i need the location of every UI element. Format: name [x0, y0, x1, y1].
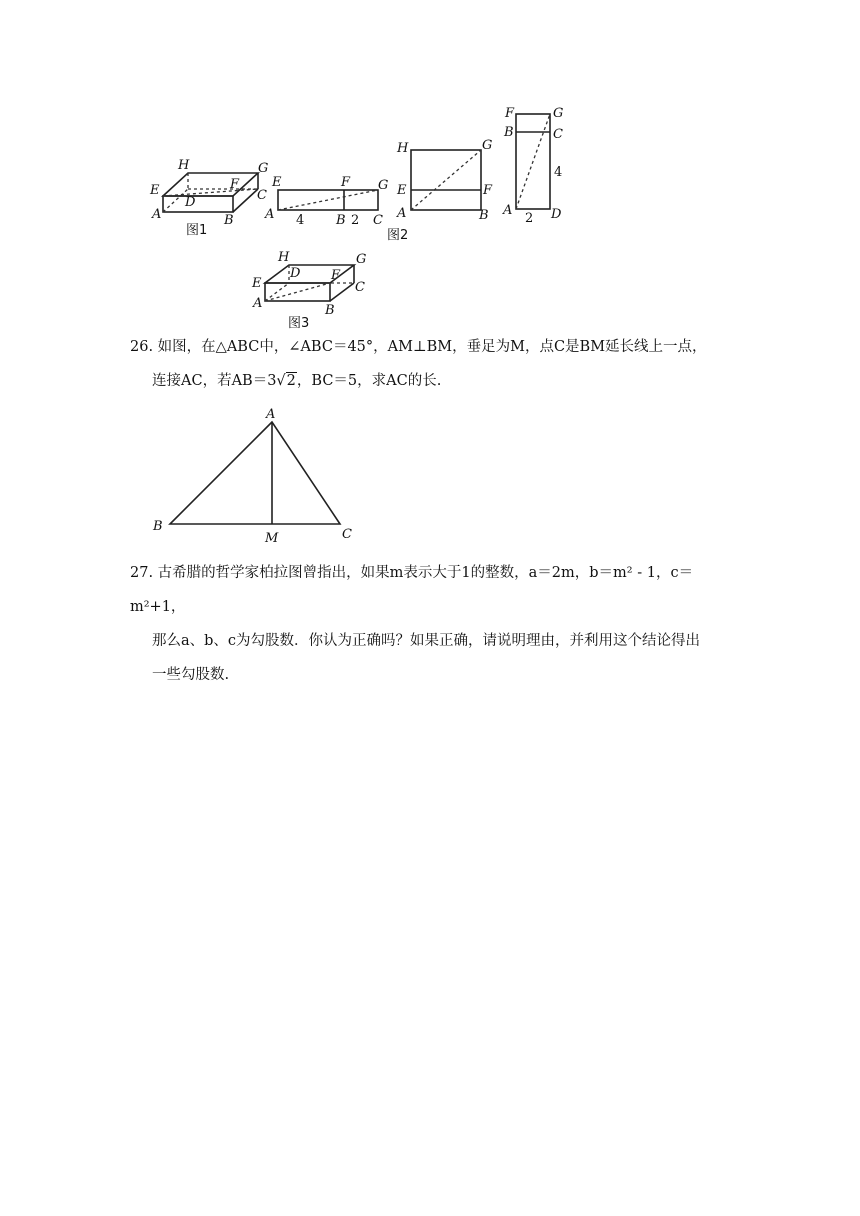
fig1-label-c: C — [257, 188, 267, 203]
fig2b-label-h: H — [397, 141, 409, 156]
fig1-label-a: A — [152, 207, 162, 222]
fig3-label-b: B — [325, 303, 335, 318]
figure-3 — [245, 245, 380, 335]
problem-26 — [130, 330, 740, 398]
triangle-label-m: M — [265, 531, 279, 546]
problem-26-line1 — [130, 330, 740, 364]
fig2b-label-b: B — [479, 208, 489, 223]
fig2a-label-b: B — [336, 213, 346, 228]
figure-2-unfolded-b — [387, 135, 505, 245]
triangle-label-a: A — [266, 407, 276, 422]
fig1-label-f: F — [230, 177, 240, 192]
fig2c-label-c: C — [553, 127, 563, 142]
fig2a-label-a: A — [265, 207, 275, 222]
fig2c-label-f: F — [505, 106, 515, 121]
fig1-label-h: H — [178, 158, 190, 173]
problem-27-line2: 那么a、b、c为勾股数．你认为正确吗？如果正确，请说明理由，并利用这个结论得出 — [152, 633, 701, 649]
fig2b-label-e: E — [397, 183, 407, 198]
triangle-label-b: B — [153, 519, 163, 534]
fig2b-label-a: A — [397, 206, 407, 221]
triangle-figure — [145, 400, 365, 550]
fig2a-label-f: F — [341, 175, 351, 190]
fig2c-label-b: B — [504, 125, 514, 140]
fig2a-length-2: 2 — [351, 213, 360, 228]
problem-27-line1 — [130, 556, 740, 624]
problem-26-number: 26. — [130, 339, 154, 355]
fig2-caption: 图2 — [387, 228, 409, 243]
fig2b-label-f: F — [483, 183, 493, 198]
figure-1 — [140, 150, 275, 245]
problem-27-number: 27. — [130, 565, 154, 581]
problem-26-line2 — [130, 364, 740, 398]
fig2b-label-g: G — [482, 138, 493, 153]
problem-27-line3: 一些勾股数. — [152, 667, 230, 683]
fig2c-label-d: D — [551, 207, 562, 222]
problem-27-text-1: 古希腊的哲学家柏拉图曾指出，如果m表示大于1的整数，a＝2m，b＝m² - 1，c＝m²+1， — [130, 565, 694, 615]
fig2a-label-c: C — [373, 213, 383, 228]
fig2a-label-e: E — [272, 175, 282, 190]
fig2a-label-g: G — [378, 178, 389, 193]
fig1-label-d: D — [185, 195, 196, 210]
problem-26-text-2-post: ，BC＝5，求AC的长. — [296, 373, 442, 389]
triangle-label-c: C — [342, 527, 352, 542]
fig2a-length-4: 4 — [296, 213, 305, 228]
fig2c-length-4: 4 — [554, 165, 563, 180]
fig1-label-e: E — [150, 183, 160, 198]
fig1-label-g: G — [258, 161, 269, 176]
problem-26-text-1: 如图，在△ABC中，∠ABC＝45°，AM⊥BM，垂足为M，点C是BM延长线上一点， — [157, 339, 707, 355]
figure-2-unfolded-a — [262, 170, 397, 230]
fig3-label-h: H — [278, 250, 290, 265]
fig2c-length-2: 2 — [525, 211, 534, 226]
sqrt-radicand: 2 — [286, 373, 296, 389]
fig3-label-g: G — [356, 252, 367, 267]
fig3-label-a: A — [253, 296, 263, 311]
problem-26-text-2-pre: 连接AC，若AB＝3 — [152, 373, 277, 389]
problem-27 — [130, 556, 740, 692]
fig3-label-e: E — [252, 276, 262, 291]
figure-2-unfolded-c — [495, 100, 570, 230]
fig3-label-d: D — [290, 266, 301, 281]
sqrt-expression: √2 — [276, 373, 296, 389]
fig3-label-c: C — [355, 280, 365, 295]
fig1-caption: 图1 — [186, 223, 208, 238]
fig1-label-b: B — [224, 213, 234, 228]
fig3-caption: 图3 — [288, 316, 310, 331]
fig2c-label-a: A — [503, 203, 513, 218]
fig2c-label-g: G — [553, 106, 564, 121]
fig3-label-f: F — [331, 268, 341, 283]
